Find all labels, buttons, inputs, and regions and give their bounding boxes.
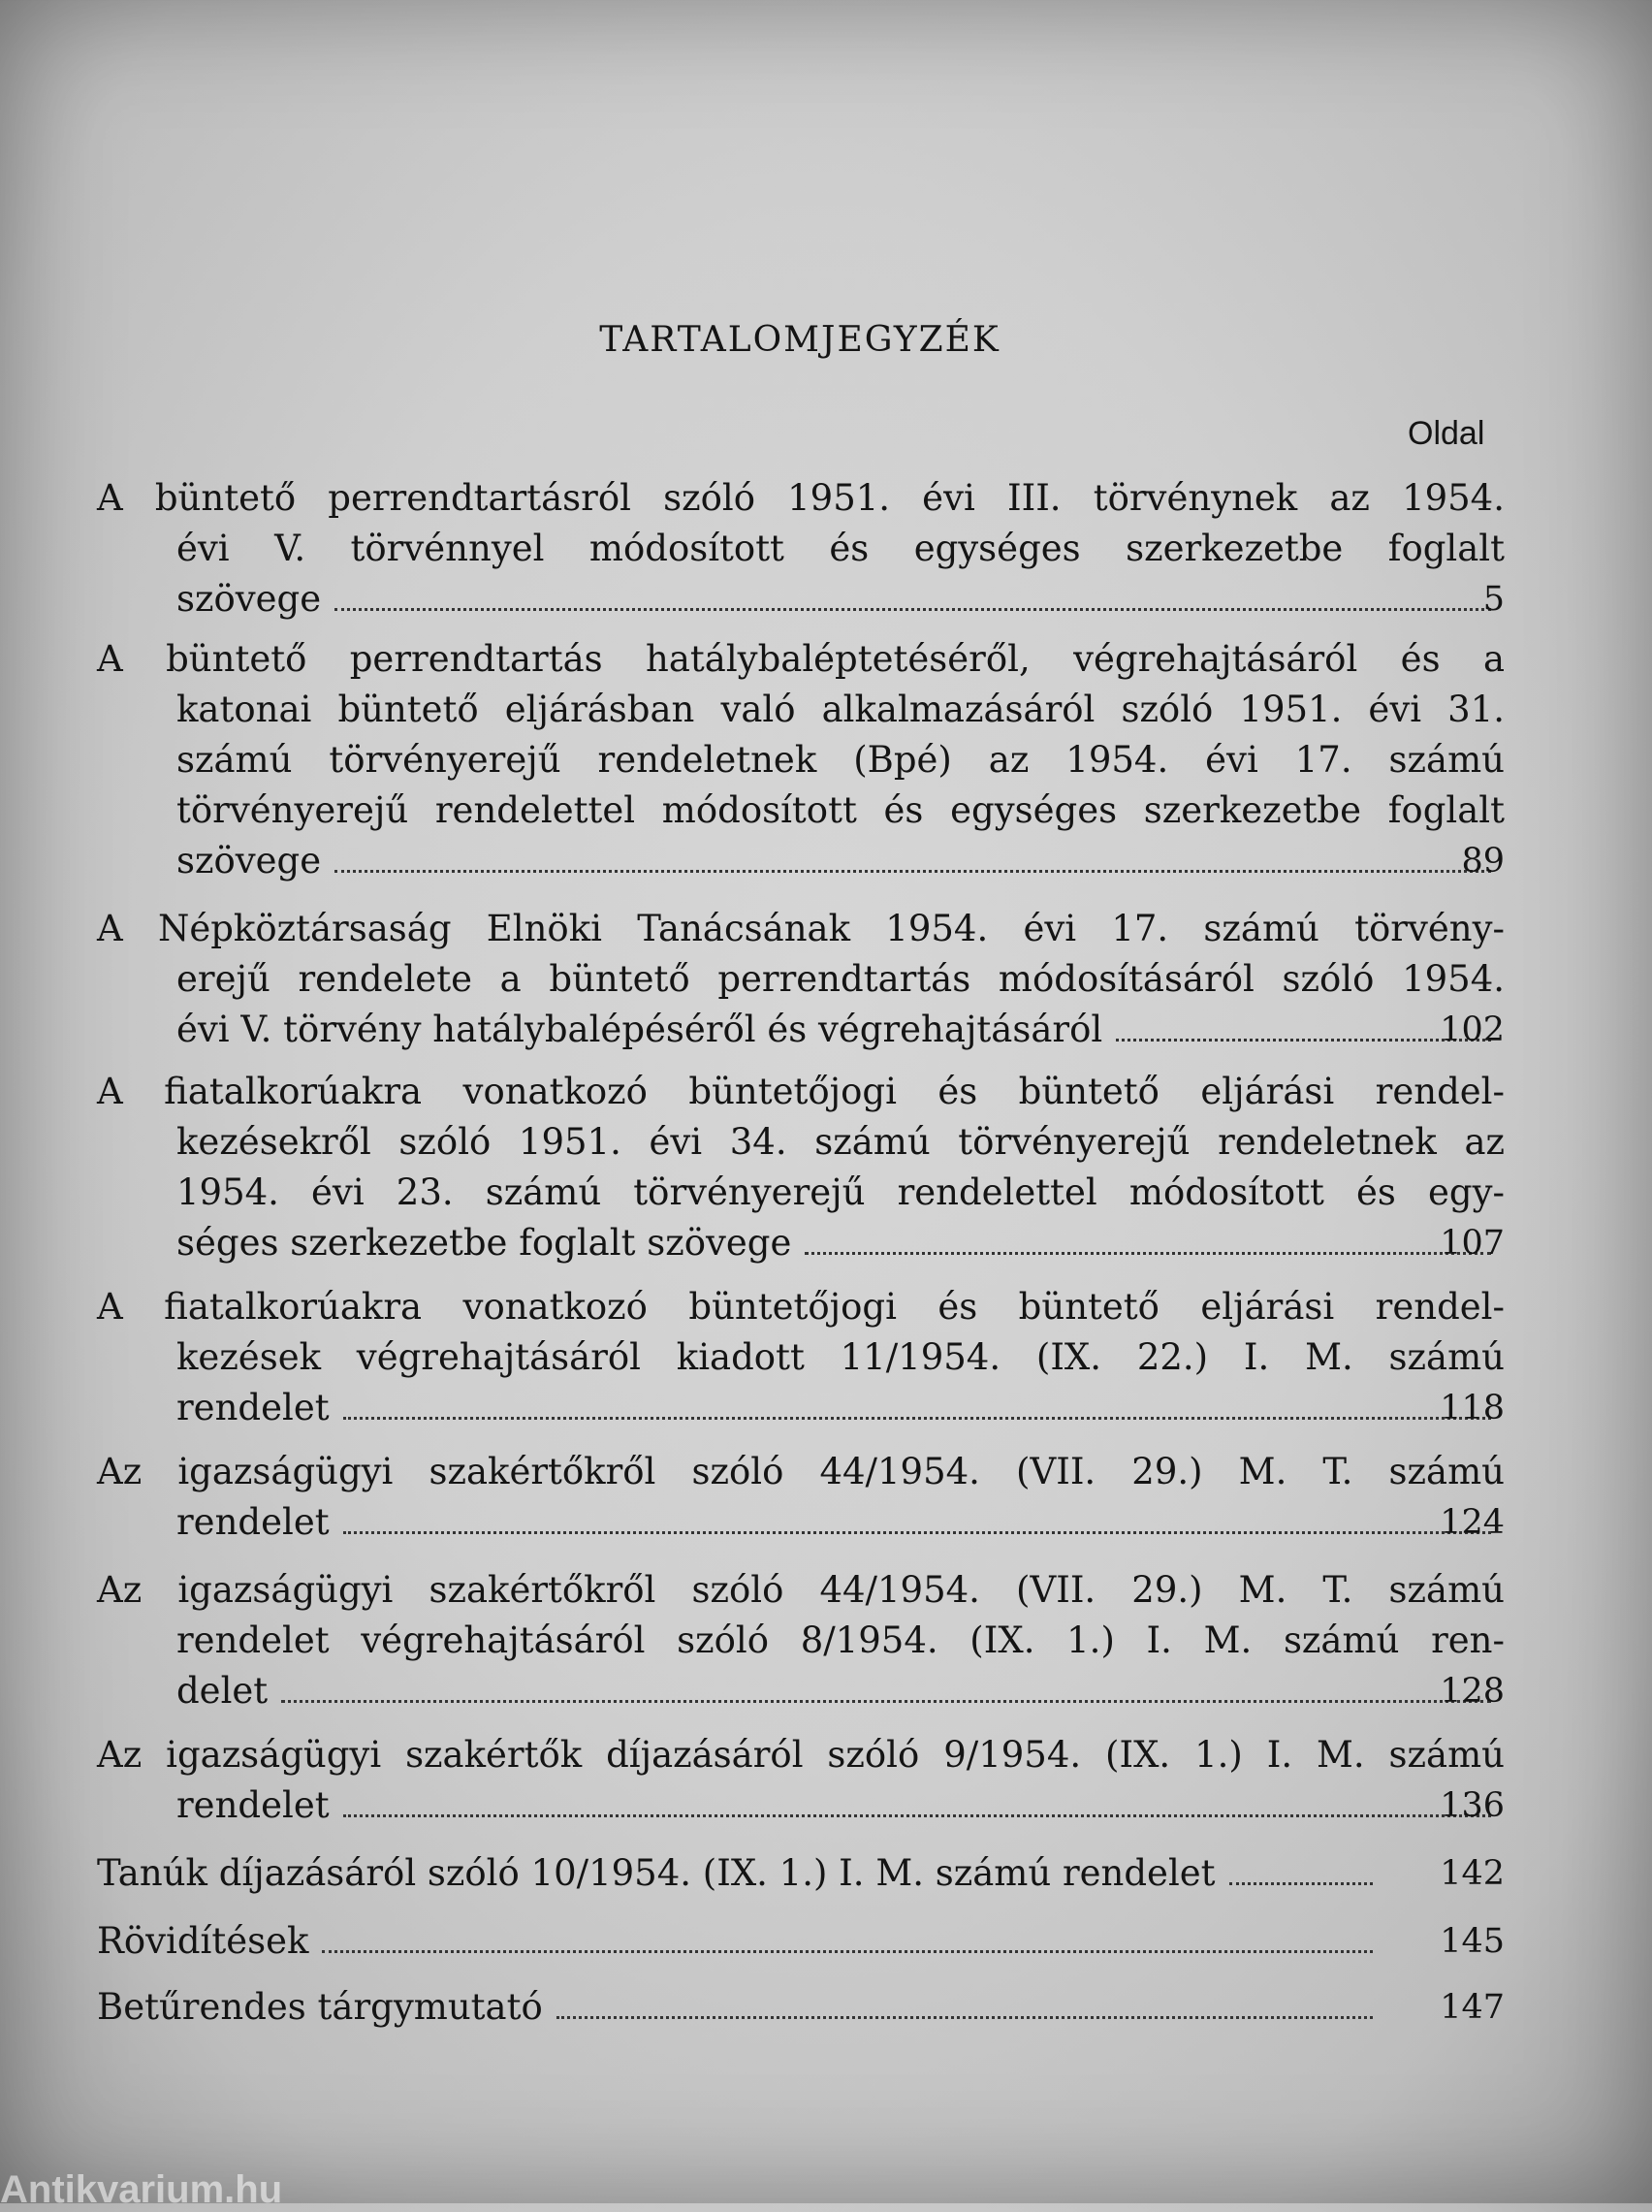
toc-entry [97, 1982, 1505, 2033]
toc-entry [97, 1447, 1505, 1548]
toc-entry [97, 1916, 1505, 1967]
toc-entry [97, 1282, 1505, 1433]
toc-line: A fiatalkorúakra vonatkozó büntetőjogi és büntető eljárási rendel- [97, 1071, 1505, 1112]
toc-last-line [97, 1916, 1386, 1967]
toc-last-line [97, 1383, 1505, 1433]
page-number: 107 [1440, 1224, 1505, 1263]
toc-line: Rövidítések [97, 1920, 309, 1962]
toc-last-line [97, 1005, 1505, 1055]
toc-entry [97, 904, 1505, 1055]
toc-line: kezések végrehajtásáról kiadott 11/1954. (IX. 22.) I. M. számú [176, 1336, 1505, 1378]
toc-line: erejű rendelete a büntető perrendtartás módosításáról szóló 1954. [176, 958, 1505, 1000]
toc-line: 1954. évi 23. számú törvényerejű rendelettel módosított és egy- [176, 1171, 1505, 1213]
toc-last-line [97, 1497, 1505, 1548]
toc-line: Tanúk díjazásáról szóló 10/1954. (IX. 1.) I. M. számú rendelet [97, 1852, 1216, 1894]
toc-last-line [97, 1780, 1505, 1831]
dot-leader [343, 1814, 1491, 1817]
toc-line: delet [176, 1670, 269, 1712]
toc-last-line [97, 836, 1505, 886]
page-number: 102 [1440, 1010, 1505, 1049]
page-number: 5 [1482, 580, 1505, 619]
toc-line: A büntető perrendtartás hatálybaléptetéséről, végrehajtásáról és a [97, 638, 1505, 680]
toc-line: A Népköztársaság Elnöki Tanácsának 1954. évi 17. számú törvény- [97, 908, 1505, 949]
toc-last-line [97, 574, 1505, 625]
page-number: 142 [1440, 1854, 1505, 1893]
toc-line: rendelet [176, 1387, 330, 1428]
toc-entry [97, 1067, 1505, 1268]
toc-entry [97, 1730, 1505, 1831]
toc-last-line [97, 1218, 1505, 1268]
dot-leader [805, 1252, 1491, 1255]
toc-line: Betűrendes tárgymutató [97, 1986, 543, 2028]
dot-leader [556, 2016, 1373, 2019]
toc-line: A fiatalkorúakra vonatkozó büntetőjogi és büntető eljárási rendel- [97, 1286, 1505, 1328]
dot-leader [334, 870, 1491, 873]
dot-leader [1229, 1882, 1373, 1885]
toc-line: számú törvényerejű rendeletnek (Bpé) az 1954. évi 17. számú [176, 739, 1505, 781]
page-number: 89 [1461, 842, 1505, 881]
toc-entry [97, 473, 1505, 625]
toc-line: rendelet [176, 1784, 330, 1826]
toc-line: Az igazságügyi szakértőkről szóló 44/1954. (VII. 29.) M. T. számú [97, 1569, 1505, 1611]
toc-line: katonai büntető eljárásban való alkalmazásáról szóló 1951. évi 31. [176, 689, 1505, 730]
toc-last-line [97, 1982, 1386, 2033]
toc-entry [97, 1848, 1505, 1899]
dot-leader [322, 1950, 1373, 1953]
toc-line: kezésekről szóló 1951. évi 34. számú törvényerejű rendeletnek az [176, 1121, 1505, 1163]
toc-line: Az igazságügyi szakértőkről szóló 44/1954. (VII. 29.) M. T. számú [97, 1451, 1505, 1492]
toc-line: szövege [176, 578, 322, 620]
toc-entry [97, 1565, 1505, 1716]
dot-leader [343, 1531, 1491, 1534]
dot-leader [334, 608, 1491, 611]
toc-last-line [97, 1666, 1505, 1716]
page-column-label: Oldal [1408, 415, 1485, 452]
toc-line: évi V. törvény hatálybalépéséről és végrehajtásáról [176, 1009, 1103, 1050]
page-number: 136 [1440, 1786, 1505, 1825]
toc-last-line [97, 1848, 1386, 1899]
toc-line: törvényerejű rendelettel módosított és egységes szerkezetbe foglalt [176, 789, 1505, 831]
page-title: TARTALOMJEGYZÉK [599, 320, 1001, 360]
watermark: Antikvarium.hu [0, 2168, 283, 2211]
page-number: 147 [1440, 1988, 1505, 2027]
page-number: 124 [1440, 1503, 1505, 1542]
toc-line: Az igazságügyi szakértők díjazásáról szóló 9/1954. (IX. 1.) I. M. számú [97, 1734, 1505, 1776]
toc-line: évi V. törvénnyel módosított és egységes szerkezetbe foglalt [176, 528, 1505, 569]
page-number: 118 [1440, 1389, 1505, 1427]
toc-line: rendelet végrehajtásáról szóló 8/1954. (IX. 1.) I. M. számú ren- [176, 1619, 1505, 1661]
dot-leader [343, 1417, 1491, 1420]
page-number: 128 [1440, 1672, 1505, 1711]
toc-entry [97, 634, 1505, 886]
toc-line: rendelet [176, 1501, 330, 1543]
toc-line: A büntető perrendtartásról szóló 1951. évi III. törvénynek az 1954. [97, 477, 1505, 519]
toc-line: séges szerkezetbe foglalt szövege [176, 1222, 792, 1264]
toc-line: szövege [176, 840, 322, 882]
page-number: 145 [1440, 1922, 1505, 1961]
dot-leader [281, 1700, 1491, 1703]
